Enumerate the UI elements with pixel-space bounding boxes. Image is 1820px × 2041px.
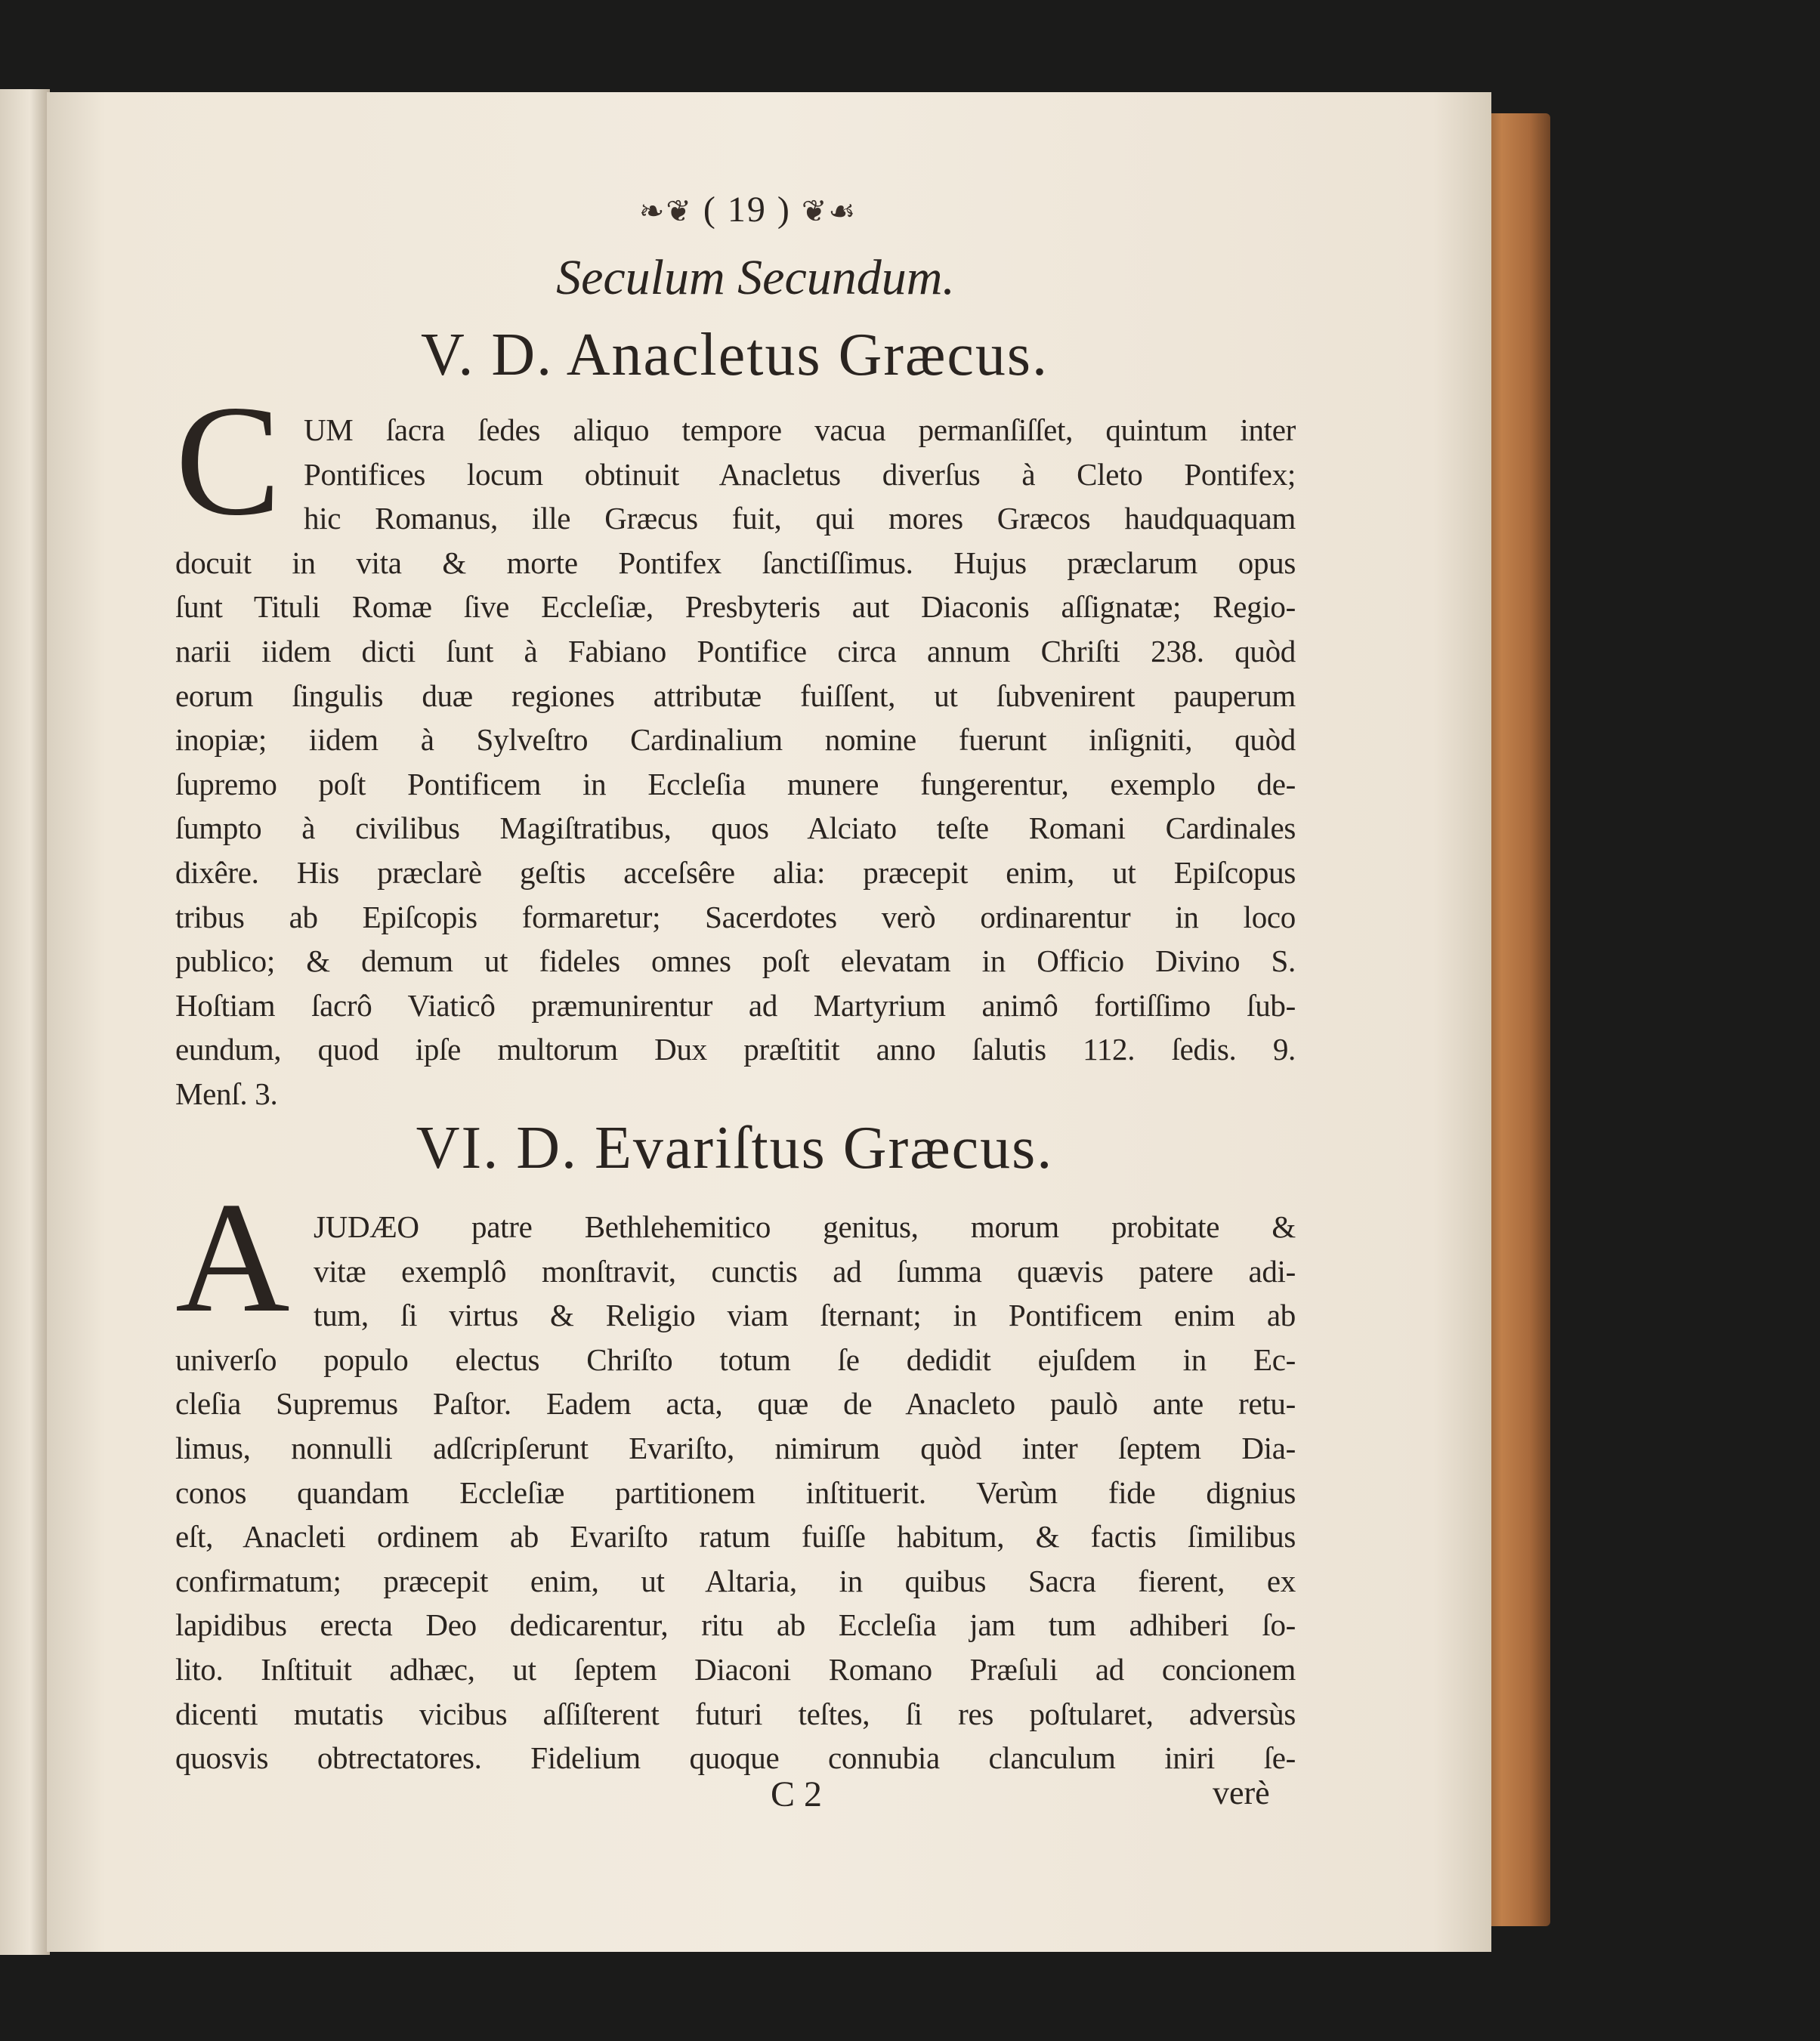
text-line: tribus ab Epiſcopis formaretur; Sacerdotes verò ordinarentur in loco — [175, 899, 1296, 934]
text-line: narii iidem dicti ſunt à Fabiano Pontifice circa annum Chriſti 238. quòd — [175, 634, 1296, 668]
text-line: JUDÆO patre Bethlehemitico genitus, morum probitate & — [314, 1209, 1296, 1244]
section-title: Seculum Secundum. — [556, 250, 955, 305]
text-line: inopiæ; iidem à Sylveſtro Cardinalium nomine fuerunt inſigniti, quòd — [175, 722, 1296, 758]
text-line: publico; & demum ut fideles omnes poſt elevatam in Officio Divino S. — [175, 943, 1296, 979]
text-line: lapidibus erecta Deo dedicarentur, ritu ab Eccleſia jam tum adhiberi ſo- — [175, 1607, 1296, 1643]
text-line: Hoſtiam ſacrô Viaticô præmunirentur ad Martyrium animô fortiſſimo ſub- — [175, 987, 1296, 1023]
text-line: tum, ſi virtus & Religio viam ſternant; in Pontificem enim ab — [314, 1298, 1296, 1333]
text-line: docuit in vita & morte Pontifex ſanctiſſimus. Hujus præclarum opus — [175, 545, 1296, 580]
text-line: ſumpto à civilibus Magiſtratibus, quos Alciato teſte Romani Cardinales — [175, 811, 1296, 846]
drop-cap: A — [175, 1170, 290, 1345]
signature-mark: C 2 — [771, 1774, 823, 1814]
text-line: confirmatum; præcepit enim, ut Altaria, in quibus Sacra fierent, ex — [175, 1563, 1296, 1598]
text-line: cleſia Supremus Paſtor. Eadem acta, quæ de Anacleto paulò ante retu- — [175, 1386, 1296, 1422]
ornament-left-icon: ❧❦ — [638, 194, 693, 228]
text-line: dicenti mutatis vicibus aſſiſterent futuri teſtes, ſi res poſtularet, adversùs — [175, 1696, 1296, 1731]
text-line: ſunt Tituli Romæ ſive Eccleſiæ, Presbyteris aut Diaconis aſſignatæ; Regio- — [175, 589, 1296, 625]
text-line: Pontifices locum obtinuit Anacletus diverſus à Cleto Pontifex; — [304, 456, 1296, 492]
text-line: Menſ. 3. — [175, 1076, 278, 1111]
text-line: vitæ exemplô monſtravit, cunctis ad ſumma quævis patere adi- — [314, 1253, 1296, 1289]
text-line: eundum, quod ipſe multorum Dux præſtitit anno ſalutis 112. ſedis. 9. — [175, 1032, 1296, 1067]
text-line: ſupremo poſt Pontificem in Eccleſia munere fungerentur, exemplo de- — [175, 766, 1296, 801]
text-line: lito. Inſtituit adhæc, ut ſeptem Diaconi Romano Præſuli ad concionem — [175, 1652, 1296, 1687]
entry-heading: VI. D. Evariſtus Græcus. — [416, 1115, 1054, 1181]
entry-heading: V. D. Anacletus Græcus. — [420, 322, 1049, 388]
text-line: UM ſacra ſedes aliquo tempore vacua permanſiſſet, quintum inter — [304, 412, 1296, 447]
text-line: eſt, Anacleti ordinem ab Evariſto ratum fuiſſe habitum, & factis ſimilibus — [175, 1519, 1296, 1555]
ornament-right-icon: ❦☙ — [801, 194, 857, 228]
drop-cap: C — [175, 373, 282, 548]
text-line: conos quandam Eccleſiæ partitionem inſtituerit. Verùm fide dignius — [175, 1474, 1296, 1510]
text-line: eorum ſingulis duæ regiones attributæ fuiſſent, ut ſubvenirent pauperum — [175, 678, 1296, 713]
page-number: ( 19 ) — [703, 190, 791, 230]
text-line: limus, nonnulli adſcripſerunt Evariſto, nimirum quòd inter ſeptem Dia- — [175, 1431, 1296, 1465]
facing-page-edge — [0, 89, 50, 1955]
text-line: dixêre. His præclarè geſtis acceſsêre alia: præcepit enim, ut Epiſcopus — [175, 855, 1296, 890]
text-line: quosvis obtrectatores. Fidelium quoque connubia clanculum iniri ſe- — [175, 1740, 1296, 1776]
running-head — [589, 189, 907, 230]
catchword: verè — [1213, 1774, 1270, 1811]
text-line: univerſo populo electus Chriſto totum ſe dedidit ejuſdem in Ec- — [175, 1342, 1296, 1377]
text-line: hic Romanus, ille Græcus fuit, qui mores Græcos haudquaquam — [304, 501, 1296, 536]
